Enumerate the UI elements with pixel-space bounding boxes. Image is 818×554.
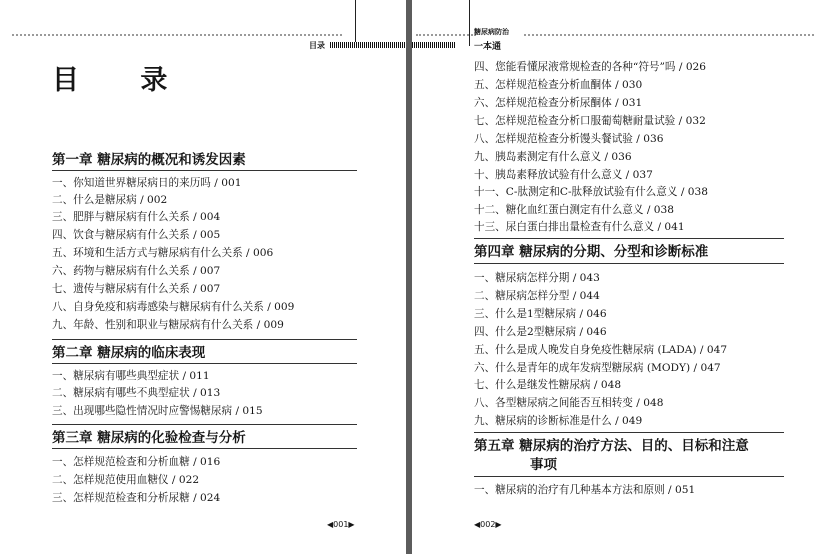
toc-entry[interactable]: 四、您能看懂尿液常规检查的各种“符号”吗 / 026 xyxy=(474,61,707,73)
toc-entry[interactable]: 一、怎样规范检查和分析血糖 / 016 xyxy=(52,456,221,468)
left-page xyxy=(0,0,406,554)
toc-entry[interactable]: 二、怎样规范使用血糖仪 / 022 xyxy=(52,474,200,486)
toc-entry[interactable]: 一、你知道世界糖尿病日的来历吗 / 001 xyxy=(52,177,242,189)
toc-entry[interactable]: 一、糖尿病怎样分期 / 043 xyxy=(474,272,600,284)
page-number: ◀001▶ xyxy=(327,520,355,529)
chapter-rule xyxy=(52,363,357,364)
chapter-1-title: 第一章 糖尿病的概况和诱发因素 xyxy=(52,152,246,168)
toc-entry[interactable]: 三、什么是1型糖尿病 / 046 xyxy=(474,308,607,320)
header-dotted-rule xyxy=(12,34,342,36)
toc-entry[interactable]: 七、遗传与糖尿病有什么关系 / 007 xyxy=(52,283,221,295)
chapter-rule xyxy=(474,432,784,433)
toc-entry[interactable]: 六、什么是青年的成年发病型糖尿病 (MODY) / 047 xyxy=(474,362,721,374)
toc-entry[interactable]: 三、怎样规范检查和分析尿糖 / 024 xyxy=(52,492,221,504)
chapter-rule xyxy=(474,238,784,239)
toc-entry[interactable]: 十一、C-肽测定和C-肽释放试验有什么意义 / 038 xyxy=(474,186,708,198)
toc-entry[interactable]: 八、各型糖尿病之间能否互相转变 / 048 xyxy=(474,397,664,409)
toc-entry[interactable]: 二、糖尿病有哪些不典型症状 / 013 xyxy=(52,387,221,399)
toc-entry[interactable]: 一、糖尿病的治疗有几种基本方法和原则 / 051 xyxy=(474,484,696,496)
chapter-5-title-line1: 第五章 糖尿病的治疗方法、目的、目标和注意 xyxy=(474,438,749,454)
toc-entry[interactable]: 十、胰岛素释放试验有什么意义 / 037 xyxy=(474,169,653,181)
toc-entry[interactable]: 四、饮食与糖尿病有什么关系 / 005 xyxy=(52,229,221,241)
running-header-bottom: 一本通 xyxy=(474,42,502,52)
running-header: 目录 xyxy=(309,41,325,50)
toc-entry[interactable]: 九、年龄、性别和职业与糖尿病有什么关系 / 009 xyxy=(52,319,284,331)
chapter-2-title: 第二章 糖尿病的临床表现 xyxy=(52,345,206,361)
toc-entry[interactable]: 五、怎样规范检查分析血酮体 / 030 xyxy=(474,79,643,91)
chapter-3-title: 第三章 糖尿病的化验检查与分析 xyxy=(52,430,246,446)
toc-entry[interactable]: 五、什么是成人晚发自身免疫性糖尿病 (LADA) / 047 xyxy=(474,344,728,356)
header-dotted-rule xyxy=(524,34,814,36)
toc-entry[interactable]: 九、胰岛素测定有什么意义 / 036 xyxy=(474,151,632,163)
toc-entry[interactable]: 四、什么是2型糖尿病 / 046 xyxy=(474,326,607,338)
chapter-5-title-line2: 事项 xyxy=(530,457,557,473)
toc-entry[interactable]: 六、怎样规范检查分析尿酮体 / 031 xyxy=(474,97,643,109)
toc-entry[interactable]: 二、糖尿病怎样分型 / 044 xyxy=(474,290,600,302)
toc-entry[interactable]: 九、糖尿病的诊断标准是什么 / 049 xyxy=(474,415,643,427)
running-header-top: 糖尿病防治 xyxy=(474,28,509,36)
toc-entry[interactable]: 八、怎样规范检查分析馒头餐试验 / 036 xyxy=(474,133,664,145)
right-page xyxy=(412,0,818,554)
toc-entry[interactable]: 十三、尿白蛋白排出量检查有什么意义 / 041 xyxy=(474,221,685,233)
toc-entry[interactable]: 五、环境和生活方式与糖尿病有什么关系 / 006 xyxy=(52,247,274,259)
header-hatch-bar xyxy=(330,42,406,48)
toc-entry[interactable]: 十二、糖化血红蛋白测定有什么意义 / 038 xyxy=(474,204,675,216)
toc-entry[interactable]: 七、怎样规范检查分析口服葡萄糖耐量试验 / 032 xyxy=(474,115,706,127)
toc-entry[interactable]: 六、药物与糖尿病有什么关系 / 007 xyxy=(52,265,221,277)
header-vertical-rule xyxy=(469,0,470,46)
header-hatch-bar xyxy=(412,42,456,48)
page-title: 目 录 xyxy=(52,65,194,96)
page-number: ◀002▶ xyxy=(474,520,502,529)
header-vertical-rule xyxy=(355,0,356,42)
toc-entry[interactable]: 二、什么是糖尿病 / 002 xyxy=(52,194,168,206)
chapter-rule xyxy=(52,170,357,171)
chapter-4-title: 第四章 糖尿病的分期、分型和诊断标准 xyxy=(474,244,709,260)
toc-entry[interactable]: 七、什么是继发性糖尿病 / 048 xyxy=(474,379,622,391)
toc-entry[interactable]: 三、出现哪些隐性情况时应警惕糖尿病 / 015 xyxy=(52,405,263,417)
toc-entry[interactable]: 一、糖尿病有哪些典型症状 / 011 xyxy=(52,370,210,382)
chapter-rule xyxy=(52,339,357,340)
header-dotted-rule xyxy=(416,34,476,36)
chapter-rule xyxy=(474,263,784,264)
chapter-rule xyxy=(52,448,357,449)
chapter-rule xyxy=(52,424,357,425)
chapter-rule xyxy=(474,476,784,477)
toc-entry[interactable]: 三、肥胖与糖尿病有什么关系 / 004 xyxy=(52,211,221,223)
toc-entry[interactable]: 八、自身免疫和病毒感染与糖尿病有什么关系 / 009 xyxy=(52,301,295,313)
